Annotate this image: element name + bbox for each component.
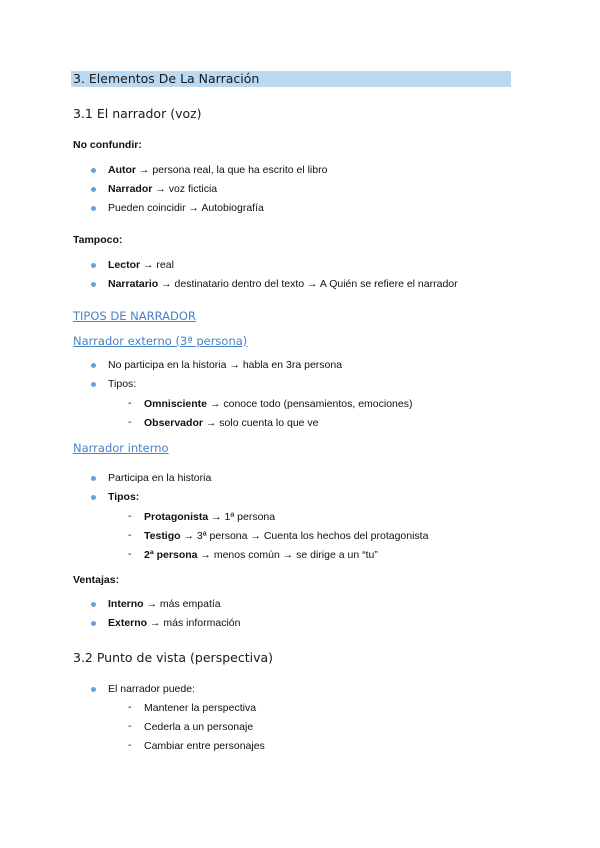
dash-icon: - [128,510,132,522]
sub-list-item: Observador → solo cuenta lo que ve [144,417,319,429]
bullet-icon [91,363,96,368]
bullet-icon [91,382,96,387]
bullet-icon [91,602,96,607]
bullet-icon [91,187,96,192]
bullet-icon [91,495,96,500]
list-item: Autor → persona real, la que ha escrito el libro [108,164,328,176]
bullet-icon [91,263,96,268]
list-item: Narrador → voz ficticia [108,183,218,195]
list-item: Narratario → destinatario dentro del texto → A Quién se refiere el narrador [108,278,458,290]
list-item: Externo → más información [108,617,241,629]
list-item: Tipos: [108,491,140,503]
list-item: Lector → real [108,259,174,271]
sub-list-item: Mantener la perspectiva [144,702,257,714]
bullet-icon [91,621,96,626]
tampoco-label: Tampoco: [73,234,123,246]
sub-list-item: Omnisciente → conoce todo (pensamientos, emociones) [144,398,413,410]
tipos-narrador-link[interactable]: TIPOS DE NARRADOR [73,309,196,323]
dash-icon: - [128,529,132,541]
dash-icon: - [128,397,132,409]
list-item: Participa en la historia [108,472,212,484]
bullet-icon [91,206,96,211]
narrador-externo-link[interactable]: Narrador externo (3ª persona) [73,334,248,348]
subsection-title-3-2: 3.2 Punto de vista (perspectiva) [73,650,274,665]
dash-icon: - [128,701,132,713]
sub-list-item: Testigo → 3ª persona → Cuenta los hechos del protagonista [144,530,429,542]
list-item: Pueden coincidir → Autobiografía [108,202,264,214]
dash-icon: - [128,720,132,732]
dash-icon: - [128,739,132,751]
section-title: 3. Elementos De La Narración [71,71,511,87]
no-confundir-label: No confundir: [73,139,142,151]
sub-list-item: Protagonista → 1ª persona [144,511,276,523]
subsection-title-3-1: 3.1 El narrador (voz) [73,106,202,121]
narrador-interno-link[interactable]: Narrador interno [73,441,169,455]
dash-icon: - [128,548,132,560]
bullet-icon [91,476,96,481]
list-item: Interno → más empatía [108,598,221,610]
bullet-icon [91,282,96,287]
dash-icon: - [128,416,132,428]
list-item: No participa en la historia → habla en 3ra persona [108,359,343,371]
bullet-icon [91,168,96,173]
list-item: Tipos: [108,378,137,390]
sub-list-item: 2ª persona → menos común → se dirige a un “tu” [144,549,378,561]
sub-list-item: Cambiar entre personajes [144,740,265,752]
list-item: El narrador puede: [108,683,195,695]
sub-list-item: Cederla a un personaje [144,721,254,733]
ventajas-label: Ventajas: [73,574,120,586]
bullet-icon [91,687,96,692]
